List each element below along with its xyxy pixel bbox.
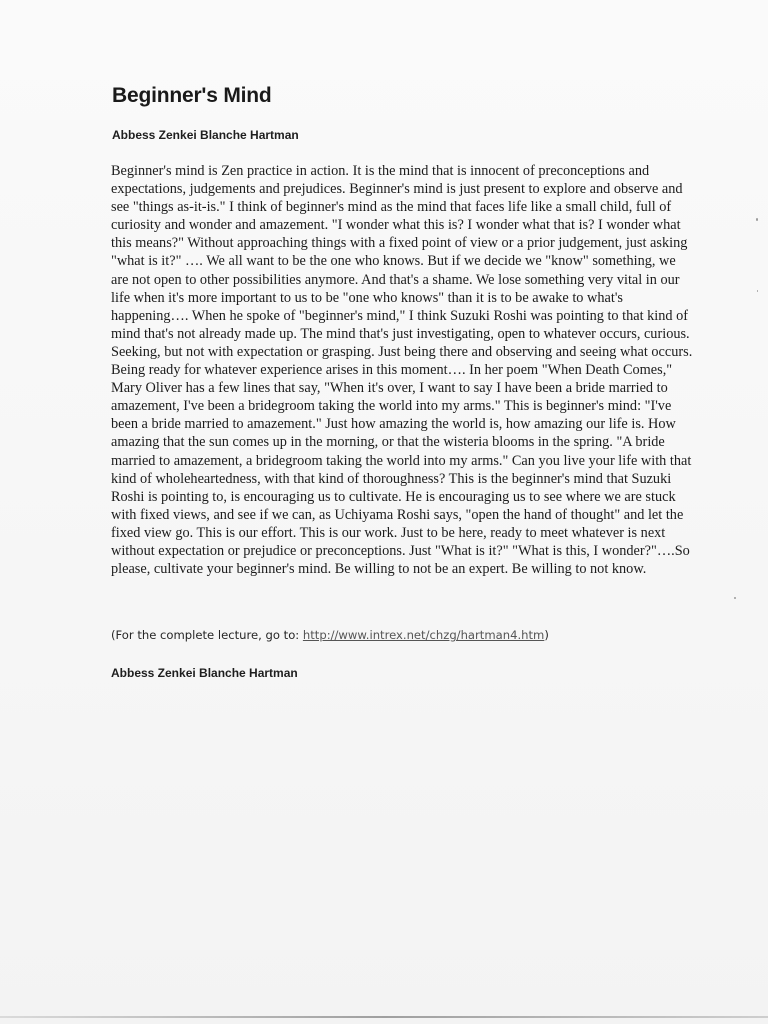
- author-byline: Abbess Zenkei Blanche Hartman: [112, 128, 299, 142]
- document-title: Beginner's Mind: [112, 84, 272, 107]
- scan-speck: [757, 290, 758, 292]
- scan-speck: [756, 218, 758, 221]
- lecture-note-prefix: (For the complete lecture, go to:: [111, 628, 303, 642]
- lecture-link[interactable]: http://www.intrex.net/chzg/hartman4.htm: [302, 628, 545, 642]
- lecture-note: [111, 628, 549, 642]
- body-paragraph: Beginner's mind is Zen practice in action. It is the mind that is innocent of preconceptions and expectations, judgements and prejudices. Beginner's mind is just present to explore and observe and see "things as-it-is." I think of beginner's mind as the mind that faces life like a small child, full of curiosity and wonder and amazement. "I wonder what this is? I wonder what that is? I wonder what this means?" Without approaching things with a fixed point of view or a prior judgement, just asking "what is it?" …. We all want to be the one who knows. But if we decide we "know" something, we are not open to other possibilities anymore. And that's a shame. We lose something very vital in our life when it's more important to us to be "one who knows" than it is to be awake to what's happening…. When he spoke of "beginner's mind," I think Suzuki Roshi was pointing to that kind of mind that's not already made up. The mind that's just investigating, open to whatever occurs, curious. Seeking, but not with expectation or grasping. Just being there and observing and seeing what occurs. Being ready for whatever experience arises in this moment…. In her poem "When Death Comes," Mary Oliver has a few lines that say, "When it's over, I want to say I have been a bride married to amazement, I've been a bridegroom taking the world into my arms." This is beginner's mind: "I've been a bride married to amazement." Just how amazing the world is, how amazing our life is. How amazing that the sun comes up in the morning, or that the wisteria blooms in the spring. "A bride married to amazement, a bridegroom taking the world into my arms." Can you live your life with that kind of wholeheartedness, with that kind of thoroughness? This is the beginner's mind that Suzuki Roshi is pointing to, is encouraging us to cultivate. He is encouraging us to see where we are stuck with fixed views, and see if we can, as Uchiyama Roshi says, "open the hand of thought" and let the fixed view go. This is our effort. This is our work. Just to be here, ready to meet whatever is next without expectation or prejudice or preconceptions. Just "What is it?" "What is this, I wonder?"….So please, cultivate your beginner's mind. Be willing to not be an expert. Be willing to not know.: [111, 163, 693, 578]
- signature: Abbess Zenkei Blanche Hartman: [111, 666, 298, 680]
- scan-speck: [734, 597, 736, 599]
- scan-edge-line: [0, 1016, 768, 1018]
- lecture-note-suffix: ): [544, 628, 549, 642]
